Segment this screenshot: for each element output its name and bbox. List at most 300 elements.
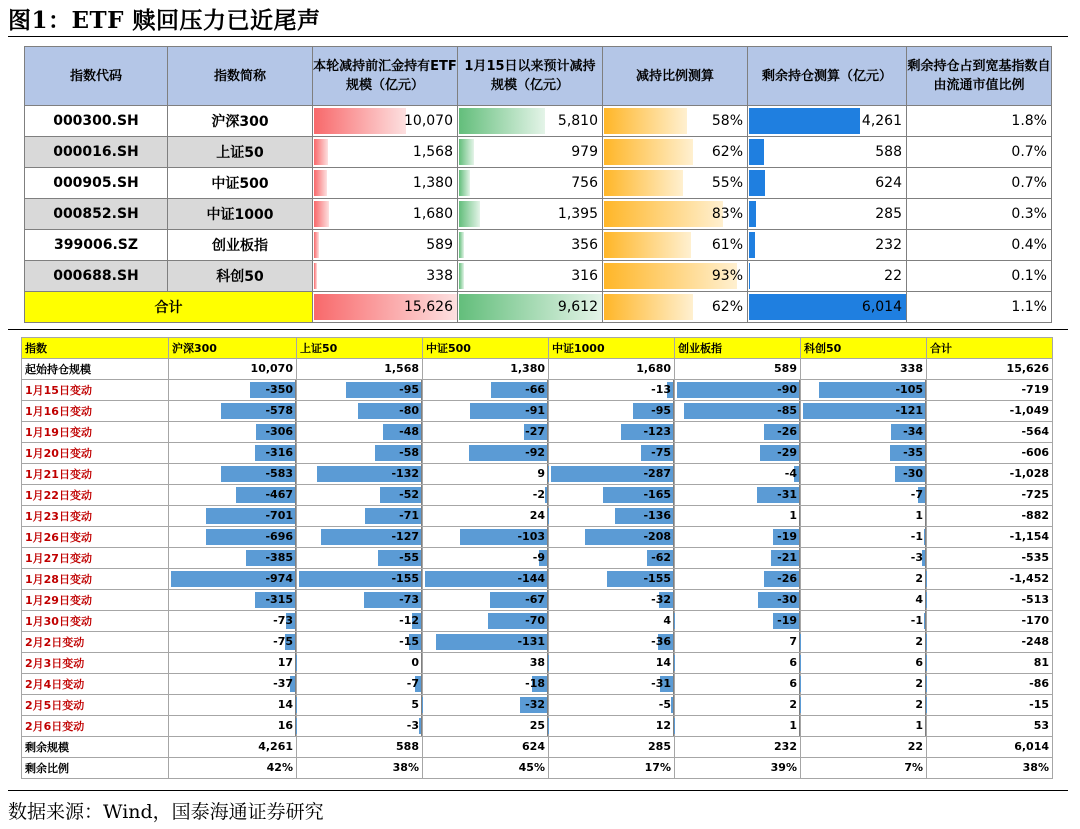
change-cell xyxy=(549,548,675,569)
change-header-row xyxy=(22,338,1053,359)
cell-value: 6 xyxy=(789,677,797,690)
change-cell xyxy=(297,632,423,653)
reduce-scale-cell xyxy=(458,106,603,137)
change-cell xyxy=(423,443,549,464)
row-label: 剩余比例 xyxy=(22,758,169,779)
change-cell xyxy=(169,401,297,422)
cell-value: 53 xyxy=(1033,719,1049,732)
cell-value: 58% xyxy=(711,113,743,129)
change-cell xyxy=(297,548,423,569)
summary-row xyxy=(25,168,1052,199)
cell-value: 15,626 xyxy=(1006,362,1049,375)
change-cell xyxy=(169,380,297,401)
cell-value: -62 xyxy=(651,551,671,564)
total-label: 合计 xyxy=(25,292,313,323)
remain-scale-cell xyxy=(748,168,907,199)
change-cell xyxy=(169,506,297,527)
change-cell xyxy=(675,485,801,506)
cell-value: 316 xyxy=(571,268,598,284)
change-cell xyxy=(927,401,1053,422)
change-cell xyxy=(801,485,927,506)
change-cell xyxy=(549,632,675,653)
change-cell xyxy=(297,695,423,716)
change-cell xyxy=(549,485,675,506)
change-cell xyxy=(169,548,297,569)
summary-row xyxy=(25,137,1052,168)
header-reduce-ratio: 减持比例测算 xyxy=(603,47,748,106)
remain-share-cell xyxy=(907,168,1052,199)
cell-value: -27 xyxy=(525,425,545,438)
before-scale-cell xyxy=(313,261,458,292)
remain-share-cell xyxy=(907,261,1052,292)
value-cell xyxy=(927,737,1053,758)
change-cell xyxy=(297,443,423,464)
index-name: 沪深300 xyxy=(168,106,313,137)
reduce-ratio-cell xyxy=(603,261,748,292)
change-cell xyxy=(801,611,927,632)
cell-value: -105 xyxy=(895,383,923,396)
index-name: 科创50 xyxy=(168,261,313,292)
cell-value: -75 xyxy=(651,446,671,459)
cell-value: -725 xyxy=(1021,488,1049,501)
cell-value: -71 xyxy=(399,509,419,522)
cell-value: -70 xyxy=(525,614,545,627)
cell-value: 285 xyxy=(875,206,902,222)
red-data-bar xyxy=(314,139,328,165)
cell-value: 4,261 xyxy=(861,113,902,129)
red-data-bar xyxy=(314,232,319,258)
change-cell xyxy=(801,590,927,611)
daily-change-row xyxy=(22,674,1053,695)
cell-value: 0.4% xyxy=(1011,237,1047,253)
row-label: 剩余规模 xyxy=(22,737,169,758)
index-code: 000852.SH xyxy=(25,199,168,230)
change-cell xyxy=(169,632,297,653)
date-label: 1月22日变动 xyxy=(22,485,169,506)
change-cell xyxy=(549,590,675,611)
change-cell xyxy=(549,422,675,443)
change-cell xyxy=(927,653,1053,674)
cell-value: -31 xyxy=(777,488,797,501)
remain-ratio-row xyxy=(22,758,1053,779)
value-cell xyxy=(169,737,297,758)
change-cell xyxy=(549,527,675,548)
change-cell xyxy=(423,527,549,548)
header-index-code: 指数代码 xyxy=(25,47,168,106)
cell-value: -86 xyxy=(1029,677,1049,690)
cell-value: 5,810 xyxy=(557,113,598,129)
date-label: 2月5日变动 xyxy=(22,695,169,716)
cell-value: -92 xyxy=(525,446,545,459)
change-cell xyxy=(801,569,927,590)
cell-value: -882 xyxy=(1021,509,1049,522)
value-cell xyxy=(297,359,423,380)
cell-value: -85 xyxy=(777,404,797,417)
value-cell xyxy=(169,359,297,380)
index-code: 399006.SZ xyxy=(25,230,168,261)
change-cell xyxy=(423,611,549,632)
change-cell xyxy=(927,422,1053,443)
cell-value: 285 xyxy=(648,740,671,753)
cell-value: -701 xyxy=(265,509,293,522)
date-label: 1月30日变动 xyxy=(22,611,169,632)
change-cell xyxy=(169,716,297,737)
value-cell xyxy=(801,359,927,380)
cell-value: -32 xyxy=(651,593,671,606)
cell-value: -15 xyxy=(1029,698,1049,711)
change-cell xyxy=(801,695,927,716)
cell-value: -132 xyxy=(391,467,419,480)
cell-value: 5 xyxy=(411,698,419,711)
change-cell xyxy=(549,380,675,401)
index-code: 000300.SH xyxy=(25,106,168,137)
change-cell xyxy=(169,464,297,485)
change-cell xyxy=(801,443,927,464)
cell-value: -306 xyxy=(265,425,293,438)
red-data-bar xyxy=(314,263,317,289)
cell-value: 588 xyxy=(875,144,902,160)
reduce-scale-cell xyxy=(458,230,603,261)
cell-value: 9 xyxy=(537,467,545,480)
change-cell xyxy=(549,653,675,674)
change-cell xyxy=(675,464,801,485)
change-cell xyxy=(549,443,675,464)
cell-value: 356 xyxy=(571,237,598,253)
value-cell xyxy=(927,758,1053,779)
cell-value: 979 xyxy=(571,144,598,160)
cell-value: -155 xyxy=(643,572,671,585)
orange-data-bar xyxy=(604,201,723,227)
daily-change-row xyxy=(22,422,1053,443)
date-label: 1月28日变动 xyxy=(22,569,169,590)
date-label: 1月15日变动 xyxy=(22,380,169,401)
cell-value: -7 xyxy=(406,677,419,690)
change-cell xyxy=(927,695,1053,716)
remain-scale-cell xyxy=(748,230,907,261)
value-cell xyxy=(675,737,801,758)
cell-value: 1.1% xyxy=(1011,299,1047,315)
change-cell xyxy=(297,380,423,401)
cell-value: -974 xyxy=(265,572,293,585)
cell-value: -26 xyxy=(777,572,797,585)
value-cell xyxy=(423,758,549,779)
summary-row xyxy=(25,199,1052,230)
change-cell xyxy=(169,590,297,611)
reduce-ratio-cell xyxy=(603,168,748,199)
before-scale-cell xyxy=(313,292,458,323)
change-cell xyxy=(297,653,423,674)
change-cell xyxy=(549,464,675,485)
cell-value: 1 xyxy=(789,719,797,732)
cell-value: 62% xyxy=(711,299,743,315)
value-cell xyxy=(423,359,549,380)
cell-value: 588 xyxy=(396,740,419,753)
change-cell xyxy=(927,443,1053,464)
value-cell xyxy=(297,737,423,758)
reduce-scale-cell xyxy=(458,168,603,199)
cell-value: -155 xyxy=(391,572,419,585)
cell-value: -127 xyxy=(391,530,419,543)
change-cell xyxy=(675,653,801,674)
remain-share-cell xyxy=(907,230,1052,261)
daily-change-row xyxy=(22,632,1053,653)
date-label: 1月16日变动 xyxy=(22,401,169,422)
remain-scale-cell xyxy=(748,199,907,230)
date-label: 1月20日变动 xyxy=(22,443,169,464)
cell-value: -385 xyxy=(265,551,293,564)
cell-value: -165 xyxy=(643,488,671,501)
index-code: 000688.SH xyxy=(25,261,168,292)
change-cell xyxy=(801,716,927,737)
cell-value: 17 xyxy=(277,656,293,669)
cell-value: -123 xyxy=(643,425,671,438)
header-column: 创业板指 xyxy=(675,338,801,359)
change-cell xyxy=(297,401,423,422)
cell-value: -3 xyxy=(406,719,419,732)
change-cell xyxy=(297,485,423,506)
cell-value: 17% xyxy=(644,761,671,774)
change-cell xyxy=(927,527,1053,548)
daily-change-row xyxy=(22,653,1053,674)
cell-value: -1,049 xyxy=(1009,404,1049,417)
header-column: 科创50 xyxy=(801,338,927,359)
date-label: 2月6日变动 xyxy=(22,716,169,737)
reduce-scale-cell xyxy=(458,137,603,168)
header-column: 中证1000 xyxy=(549,338,675,359)
cell-value: 6,014 xyxy=(1014,740,1049,753)
change-cell xyxy=(297,569,423,590)
change-cell xyxy=(297,527,423,548)
green-data-bar xyxy=(459,263,464,289)
value-cell xyxy=(675,359,801,380)
cell-value: -121 xyxy=(895,404,923,417)
value-cell xyxy=(297,758,423,779)
cell-value: 6 xyxy=(789,656,797,669)
index-name: 创业板指 xyxy=(168,230,313,261)
cell-value: -21 xyxy=(777,551,797,564)
summary-header-row xyxy=(25,47,1052,106)
change-cell xyxy=(423,464,549,485)
cell-value: 61% xyxy=(711,237,743,253)
cell-value: -583 xyxy=(265,467,293,480)
cell-value: -170 xyxy=(1021,614,1049,627)
green-data-bar xyxy=(459,170,470,196)
cell-value: 6 xyxy=(915,656,923,669)
cell-value: -696 xyxy=(265,530,293,543)
change-cell xyxy=(927,569,1053,590)
date-label: 1月26日变动 xyxy=(22,527,169,548)
change-cell xyxy=(675,422,801,443)
daily-change-row xyxy=(22,611,1053,632)
value-cell xyxy=(801,758,927,779)
blue-data-bar xyxy=(749,232,755,258)
daily-change-table xyxy=(21,337,1053,779)
cell-value: 1,395 xyxy=(557,206,598,222)
cell-value: -95 xyxy=(399,383,419,396)
cell-value: -208 xyxy=(643,530,671,543)
index-name: 上证50 xyxy=(168,137,313,168)
cell-value: -131 xyxy=(517,635,545,648)
remain-share-cell xyxy=(907,199,1052,230)
cell-value: -66 xyxy=(525,383,545,396)
cell-value: -136 xyxy=(643,509,671,522)
red-data-bar xyxy=(314,170,327,196)
value-cell xyxy=(423,737,549,758)
change-cell xyxy=(927,716,1053,737)
change-cell xyxy=(423,590,549,611)
cell-value: -103 xyxy=(517,530,545,543)
daily-change-row xyxy=(22,527,1053,548)
remain-scale-cell xyxy=(748,137,907,168)
cell-value: -1,028 xyxy=(1009,467,1049,480)
value-cell xyxy=(801,737,927,758)
header-index-name: 指数简称 xyxy=(168,47,313,106)
value-cell xyxy=(549,737,675,758)
date-label: 1月23日变动 xyxy=(22,506,169,527)
header-index: 指数 xyxy=(22,338,169,359)
value-cell xyxy=(549,758,675,779)
change-cell xyxy=(675,506,801,527)
reduce-ratio-cell xyxy=(603,230,748,261)
cell-value: 232 xyxy=(774,740,797,753)
value-cell xyxy=(675,758,801,779)
cell-value: 1,380 xyxy=(510,362,545,375)
change-cell xyxy=(549,506,675,527)
blue-data-bar xyxy=(749,263,750,289)
change-cell xyxy=(169,527,297,548)
change-cell xyxy=(423,569,549,590)
cell-value: 6,014 xyxy=(861,299,902,315)
cell-value: -58 xyxy=(399,446,419,459)
cell-value: -95 xyxy=(651,404,671,417)
cell-value: 4 xyxy=(915,593,923,606)
green-data-bar xyxy=(459,232,464,258)
header-reduce-scale: 1月15日以来预计减持规模（亿元） xyxy=(458,47,603,106)
value-cell xyxy=(549,359,675,380)
cell-value: -32 xyxy=(525,698,545,711)
red-data-bar xyxy=(314,108,406,134)
change-cell xyxy=(675,569,801,590)
cell-value: 2 xyxy=(915,635,923,648)
cell-value: 24 xyxy=(529,509,545,522)
index-name: 中证1000 xyxy=(168,199,313,230)
daily-change-row xyxy=(22,506,1053,527)
orange-data-bar xyxy=(604,294,693,320)
cell-value: -606 xyxy=(1021,446,1049,459)
summary-row xyxy=(25,106,1052,137)
cell-value: -48 xyxy=(399,425,419,438)
date-label: 1月21日变动 xyxy=(22,464,169,485)
change-cell xyxy=(927,485,1053,506)
remain-scale-cell xyxy=(748,292,907,323)
summary-total-row xyxy=(25,292,1052,323)
remain-share-cell xyxy=(907,106,1052,137)
change-cell xyxy=(927,380,1053,401)
cell-value: 45% xyxy=(518,761,545,774)
header-column: 上证50 xyxy=(297,338,423,359)
change-cell xyxy=(801,548,927,569)
reduce-scale-cell xyxy=(458,199,603,230)
cell-value: 232 xyxy=(875,237,902,253)
start-scale-row xyxy=(22,359,1053,380)
change-cell xyxy=(927,611,1053,632)
cell-value: 9,612 xyxy=(557,299,598,315)
header-remain-scale: 剩余持仓测算（亿元） xyxy=(748,47,907,106)
change-cell xyxy=(297,611,423,632)
change-cell xyxy=(297,716,423,737)
cell-value: -19 xyxy=(777,530,797,543)
cell-value: -80 xyxy=(399,404,419,417)
change-cell xyxy=(675,443,801,464)
cell-value: 55% xyxy=(711,175,743,191)
change-cell xyxy=(423,695,549,716)
cell-value: -30 xyxy=(777,593,797,606)
cell-value: -30 xyxy=(903,467,923,480)
cell-value: 338 xyxy=(900,362,923,375)
cell-value: 0.7% xyxy=(1011,144,1047,160)
cell-value: 15,626 xyxy=(404,299,453,315)
remain-scale-row xyxy=(22,737,1053,758)
cell-value: -26 xyxy=(777,425,797,438)
orange-data-bar xyxy=(604,232,691,258)
source-note: 数据来源：Wind，国泰海通证券研究 xyxy=(8,801,324,823)
cell-value: 0.1% xyxy=(1011,268,1047,284)
cell-value: -19 xyxy=(777,614,797,627)
cell-value: -29 xyxy=(777,446,797,459)
cell-value: 62% xyxy=(711,144,743,160)
cell-value: -7 xyxy=(910,488,923,501)
date-label: 1月19日变动 xyxy=(22,422,169,443)
cell-value: 0.7% xyxy=(1011,175,1047,191)
header-column: 合计 xyxy=(927,338,1053,359)
index-code: 000905.SH xyxy=(25,168,168,199)
cell-value: 16 xyxy=(277,719,293,732)
cell-value: 2 xyxy=(915,677,923,690)
change-cell xyxy=(675,674,801,695)
date-label: 2月3日变动 xyxy=(22,653,169,674)
change-cell xyxy=(169,485,297,506)
change-cell xyxy=(423,716,549,737)
change-cell xyxy=(169,611,297,632)
middle-rule xyxy=(8,329,1068,330)
green-data-bar xyxy=(459,139,474,165)
date-label: 1月27日变动 xyxy=(22,548,169,569)
cell-value: -4 xyxy=(784,467,797,480)
change-cell xyxy=(549,401,675,422)
cell-value: 1 xyxy=(789,509,797,522)
green-data-bar xyxy=(459,201,480,227)
top-rule xyxy=(8,36,1068,37)
change-cell xyxy=(423,485,549,506)
cell-value: -248 xyxy=(1021,635,1049,648)
cell-value: -35 xyxy=(903,446,923,459)
orange-data-bar xyxy=(604,108,687,134)
cell-value: -1 xyxy=(910,530,923,543)
cell-value: -3 xyxy=(910,551,923,564)
cell-value: 4 xyxy=(663,614,671,627)
cell-value: 1.8% xyxy=(1011,113,1047,129)
cell-value: -1,452 xyxy=(1009,572,1049,585)
cell-value: -12 xyxy=(399,614,419,627)
blue-data-bar xyxy=(749,170,765,196)
change-cell xyxy=(801,653,927,674)
cell-value: -316 xyxy=(265,446,293,459)
daily-change-row xyxy=(22,401,1053,422)
change-cell xyxy=(675,632,801,653)
cell-value: 10,070 xyxy=(404,113,453,129)
change-cell xyxy=(169,674,297,695)
cell-value: 7% xyxy=(904,761,923,774)
